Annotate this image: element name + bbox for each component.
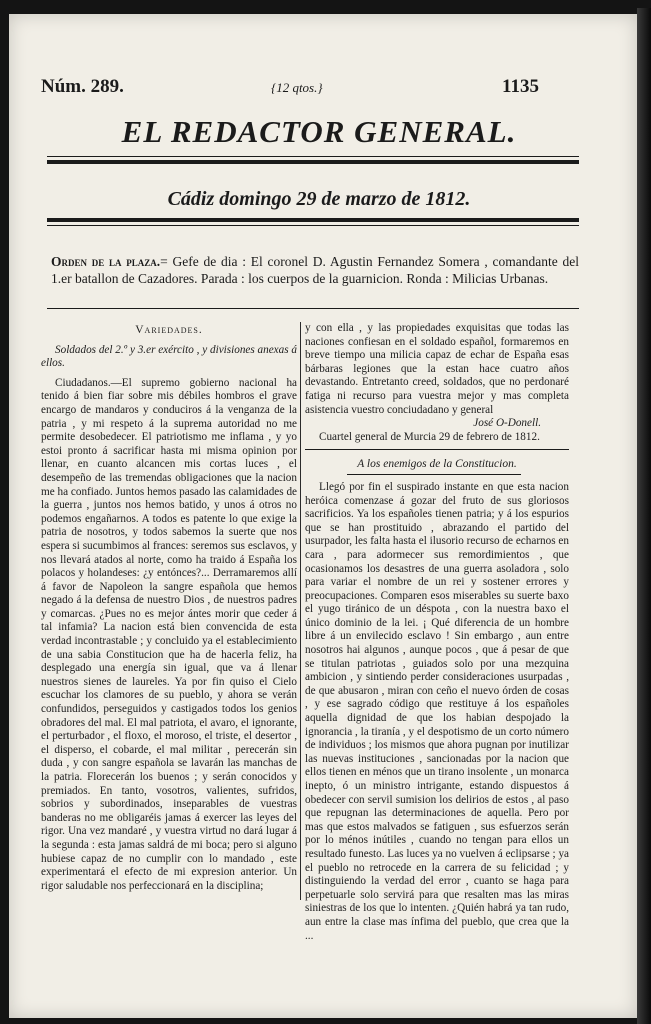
right-column	[305, 322, 569, 942]
variedades-body: Ciudadanos.—El supremo gobierno nacional ha tenido á bien fiar sobre mis débiles hombros el grave encargo de mandaros y conduciros á la venganza de la patria , y mi respeto á la suprema autoridad no me permite desobedecer. El patriotismo me inflama , y yo estoi pronto á sacrificar hasta mi misma opinion por llenar, en cuanto alcancen mis cortas luces , el desempeño de las tremendas obligaciones que la nacion me ha confiado. Juntos hemos pasado las calamidades de la guerra , juntos nos hemos batido, y unos á otros no podemos engañarnos. A todos es patente lo que exige la patria de nosotros, y todos sabemos la suerte que nos espera si sucumbimos al frances: seremos sus esclavos, y nos llevará atados al norte, como ha traido á España los polacos y holandeses: ¿y entónces?... Derramaremos allí á favor de Napoleon la sangre española que hemos negado á la defensa de nuestro Dios , de nuestros padres y comarcas. ¿Pues no es mejor ántes morir que ceder á tal infamia? La nacion está bien convencida de esta verdad incontrastable ; y concluido ya el establecimiento de una sabia Constitucion que ha de hacerla feliz, ha desplegado una energía sin igual, que va á llenar nuestros sienes de laureles. Ya por fin quiso el Cielo escuchar los clamores de su pueblo, y ahora se verán confundidos, perseguidos y castigados todos los genios obradores del mal. El mal patriota, el avaro, el ignorante, el perturbador , el floxo, el moroso, el triste, el desertor , el disperso, el cobarde, el mal militar , perecerán sin duda , y con sangre española se lavarán las manchas de la patria. Florecerán los buenos ; y serán conocidos y premiados. En tanto, vosotros, valientes, sufridos, sobrios y subordinados, inseparables de vuestras banderas no me obligaréis jamas á exercer las leyes del rigor. Una vez mandaré , y vuestra virtud no dará lugar á la segunda : esta jamas saldrá de mi boca; pero si alguno hubiese capaz de no cumplir con lo mandado , este experimentará el efecto de mi expresion anterior. Un rigor saludable nos perfeccionará en la disciplina;	[41, 376, 297, 892]
column-divider	[300, 322, 301, 900]
enemigos-heading: A los enemigos de la Constitucion.	[357, 458, 517, 471]
left-column	[41, 324, 297, 899]
heading-underline	[347, 474, 521, 475]
price-label: {12 qtos.}	[271, 80, 323, 95]
variedades-subtitle: Soldados del 2.º y 3.er exército , y divisiones anexas á ellos.	[41, 343, 297, 370]
dateline: Cádiz domingo 29 de marzo de 1812.	[167, 188, 471, 210]
title-rule-thick	[47, 160, 579, 164]
article-rule	[305, 449, 569, 450]
date-rule-thick	[47, 218, 579, 222]
place-date: Cuartel general de Murcia 29 de febrero de 1812.	[319, 430, 540, 443]
book-spine	[637, 8, 651, 1024]
variedades-heading: Variedades.	[135, 324, 203, 336]
newspaper-page	[9, 14, 637, 1018]
enemigos-body: Llegó por fin el suspirado instante en que esta nacion heróica comenzase á gozar del fruto de sus gloriosos sacrificios. Ya los españoles tienen patria; y á los espurios que se han prostituido , abrazando el partido del usurpador, les falta hasta el ilusorio recurso de echarnos en cara , para adormecer sus remordimientos , que ocasionamos los desastres de una guerra asoladora , solo para variar el nombre de un rei y sostener errores y preocupaciones. Comparen esos miserables su suerte baxo el yugo tiránico de un déspota , con la nuestra baxo el único dominio de la lei. ¡ Qué diferencia de un hombre libre á un envilecido esclavo ! Sin embargo , aun entre nosotros hai algunos , aunque pocos , que á pesar de que se titulan patriotas , guiados solo por una mezquina ambicion , y sintiendo perder consideraciones usurpadas , de que abusaron , miran con ceño el nuevo órden de cosas , y ese sagrado código que restituye á los españoles aquella dignidad de que los habian despojado la ignorancia , la tiranía , y el despotismo de un corto número de individuos ; los mismos que ahora pugnan por inutilizar las nuevas instituciones , sancionadas por la nacion que ellos tienen en ménos que un tirano insolente , un monarca inepto, ó un ministro intrigante, estando dispuestos á obedecer con servil sumision los delirios de estos , al paso que repugnan las determinaciones de aquella. Pero por mas que estos malvados se fatiguen , sus esfuerzos serán por lo ménos inútiles , cuando no tengan para ellos un resultado funesto. Las luces ya no vuelven á eclipsarse ; ya el pueblo no retrocede en la carrera de su felicidad ; y distinguiendo la verdad del error , cuanto se haga para perpetuarle solo servirá para que resalten mas las miras siniestras de los que lo intenten. ¿Quién habrá ya tan rudo, aun entre la clase mas ínfima del pueblo, que crea que la ...	[305, 480, 569, 942]
signature: José O-Donell.	[473, 417, 541, 430]
date-rule-thin	[47, 225, 579, 226]
issue-number: Núm. 289.	[41, 76, 124, 97]
orden-label: Orden de la plaza.	[51, 254, 161, 269]
orden-text: = Gefe de dia : El coronel D. Agustin Fernandez Somera , comandante del 1.er batallon de Cazadores. Parada : los cuerpos de la guarnicion. Ronda : Milicias Urbanas.	[51, 254, 579, 286]
orden-de-la-plaza	[51, 254, 579, 287]
variedades-continuation: y con ella , y las propiedades exquisitas que todas las naciones confiesan en el soldado español, formaremos en breve tiempo una milicia capaz de echar de España esas bárbaras legiones que la estan hace cuatro años devastando. Entretanto creed, soldados, que no perdonaré fatiga ni recurso para vuestra mejor y mas completa asistencia vuestro conciudadano y general	[305, 322, 569, 416]
title-rule-thin	[47, 156, 579, 157]
page-number: 1135	[502, 76, 539, 97]
newspaper-title: EL REDACTOR GENERAL.	[121, 114, 517, 149]
section-rule	[47, 308, 579, 309]
